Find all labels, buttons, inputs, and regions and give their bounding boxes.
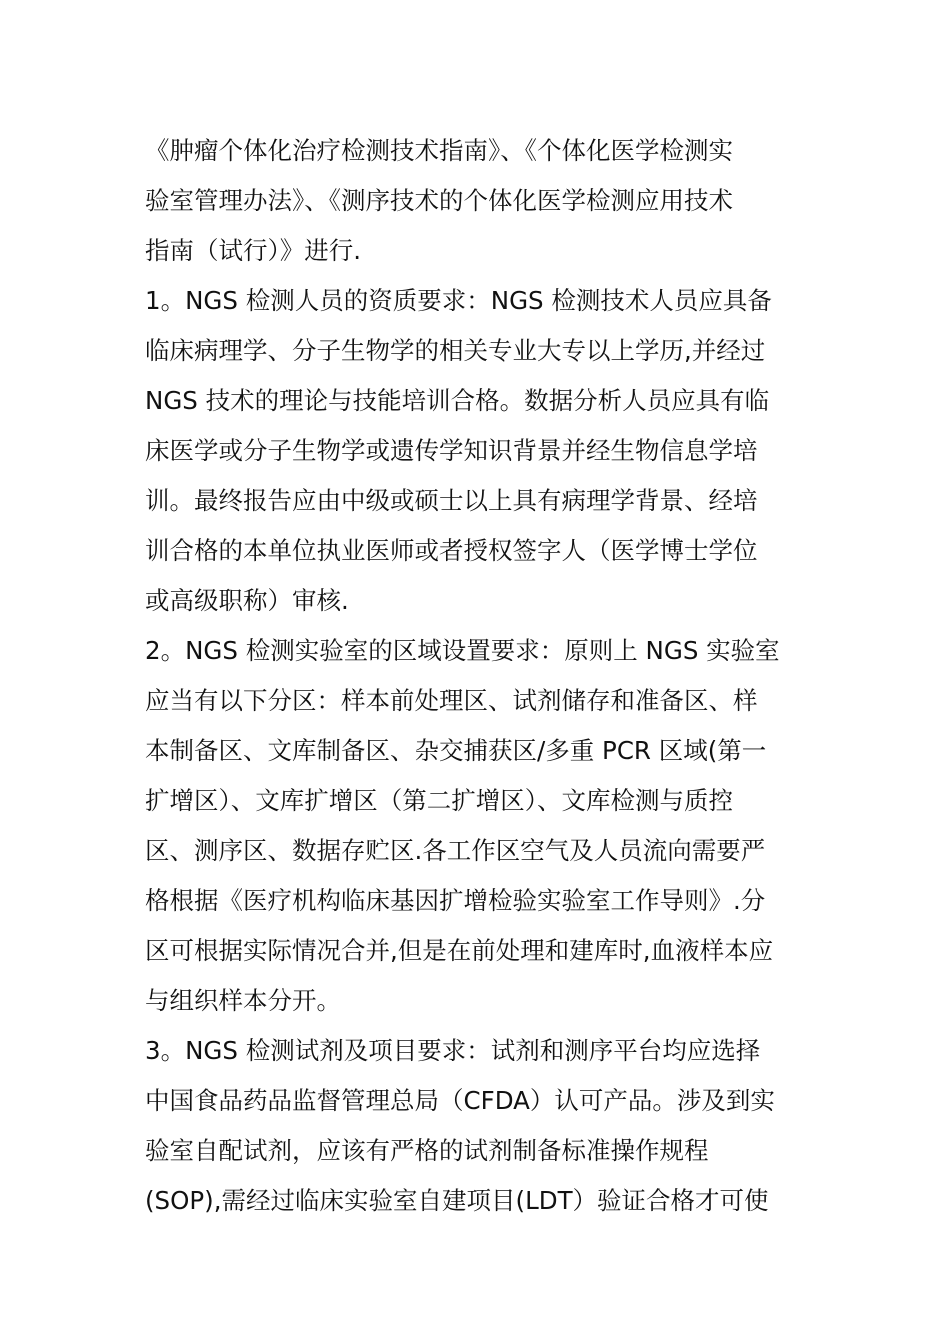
text-line: 应当有以下分区：样本前处理区、试剂储存和准备区、样 — [145, 686, 758, 715]
text-line: 3。NGS 检测试剂及项目要求：试剂和测序平台均应选择 — [145, 1036, 761, 1065]
text-line: 2。NGS 检测实验室的区域设置要求：原则上 NGS 实验室 — [145, 636, 780, 665]
text-line: 《肿瘤个体化治疗检测技术指南》、《个体化医学检测实 — [145, 136, 733, 165]
text-line: 1。NGS 检测人员的资质要求：NGS 检测技术人员应具备 — [145, 286, 772, 315]
text-line: 训。最终报告应由中级或硕士以上具有病理学背景、经培 — [145, 486, 758, 515]
text-line: 验室管理办法》、《测序技术的个体化医学检测应用技术 — [145, 186, 733, 215]
text-line: 指南（试行）》进行. — [145, 236, 362, 265]
text-line: 中国食品药品监督管理总局（CFDA）认可产品。涉及到实 — [145, 1086, 775, 1115]
document-body — [145, 126, 807, 1226]
text-line: 床医学或分子生物学或遗传学知识背景并经生物信息学培 — [145, 436, 758, 465]
text-line: 验室自配试剂，应该有严格的试剂制备标准操作规程 — [145, 1136, 709, 1165]
text-line: NGS 技术的理论与技能培训合格。数据分析人员应具有临 — [145, 386, 770, 415]
text-line: 区、测序区、数据存贮区.各工作区空气及人员流向需要严 — [145, 836, 766, 865]
text-line: 本制备区、文库制备区、杂交捕获区/多重 PCR 区域(第一 — [145, 736, 767, 765]
text-line: 区可根据实际情况合并,但是在前处理和建库时,血液样本应 — [145, 936, 774, 965]
text-line: 格根据《医疗机构临床基因扩增检验实验室工作导则》.分 — [145, 886, 766, 915]
text-line: (SOP),需经过临床实验室自建项目(LDT）验证合格才可使 — [145, 1186, 769, 1215]
text-line: 临床病理学、分子生物学的相关专业大专以上学历,并经过 — [145, 336, 766, 365]
text-line: 训合格的本单位执业医师或者授权签字人（医学博士学位 — [145, 536, 758, 565]
text-line: 与组织样本分开。 — [145, 986, 341, 1015]
text-line: 扩增区）、文库扩增区（第二扩增区）、文库检测与质控 — [145, 786, 733, 815]
text-line: 或高级职称）审核. — [145, 586, 349, 615]
